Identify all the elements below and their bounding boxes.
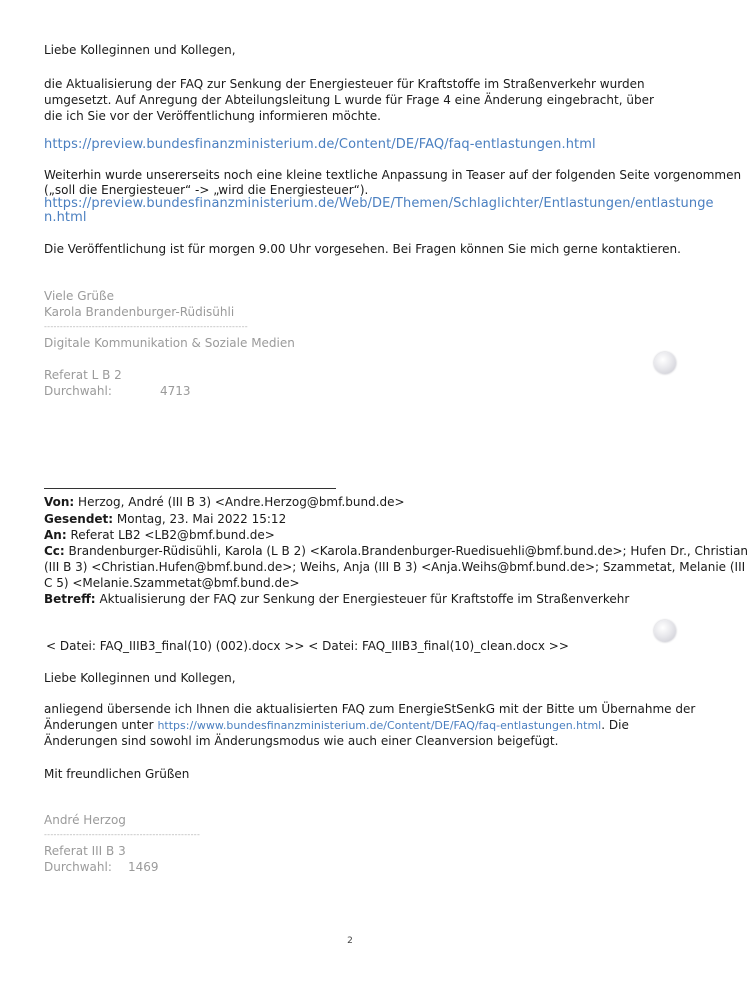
- to-value: Referat LB2 <LB2@bmf.bund.de>: [70, 528, 275, 542]
- cc-value-line-2: (III B 3) <Christian.Hufen@bmf.bund.de>; Weihs, Anja (III B 3) <Anja.Weihs@bmf.bund.de>; Szammetat, Melanie (III: [44, 560, 746, 574]
- intro-paragraph-1: die Aktualisierung der FAQ zur Senkung der Energiesteuer für Kraftstoffe im Straßenverkehr wurden umgesetzt. Auf Anregung der Abteilungsleitung L wurde für Frage 4 eine Änderung eingebracht, über die ich Sie vor der Veröffentlichung informieren möchte.: [44, 77, 654, 123]
- sent-label: Gesendet:: [44, 512, 114, 526]
- signature1-separator: ----------------------------------------------------------------: [44, 322, 248, 331]
- intro-paragraph-2-line-1: Weiterhin wurde unsererseits noch eine kleine textliche Anpassung in Teaser auf der folgenden Seite vorgenommen: [44, 168, 742, 182]
- cc-value-line-1: Brandenburger-Rüdisühli, Karola (L B 2) <Karola.Brandenburger-Ruedisuehli@bmf.bund.de>; Hufen Dr., Christian: [68, 544, 748, 558]
- signature1-department: Digitale Kommunikation & Soziale Medien: [44, 336, 295, 350]
- intro-paragraph-3: Die Veröffentlichung ist für morgen 9.00 Uhr vorgesehen. Bei Fragen können Sie mich gerne kontaktieren.: [44, 242, 681, 256]
- cc-value-line-3: C 5) <Melanie.Szammetat@bmf.bund.de>: [44, 576, 300, 590]
- bmf-faq-link[interactable]: https://www.bundesfinanzministerium.de/Content/DE/FAQ/faq-entlastungen.html: [157, 719, 602, 732]
- signature2-unit: Referat III B 3: [44, 844, 126, 858]
- message2-body-line-2-pre: Änderungen unter: [44, 718, 158, 732]
- signature2-name: André Herzog: [44, 813, 126, 827]
- to-label: An:: [44, 528, 67, 542]
- signature1-name: Karola Brandenburger-Rüdisühli: [44, 305, 235, 319]
- subject-label: Betreff:: [44, 592, 96, 606]
- signature2-separator: -------------------------------------------------: [44, 830, 201, 839]
- from-value: Herzog, André (III B 3) <Andre.Herzog@bmf.bund.de>: [78, 495, 405, 509]
- signature1-closing: Viele Grüße: [44, 289, 114, 303]
- preview-faq-link[interactable]: https://preview.bundesfinanzministerium.de/Content/DE/FAQ/faq-entlastungen.html: [44, 137, 596, 152]
- preview-entlastungen-link-line-2[interactable]: n.html: [44, 210, 87, 225]
- intro-paragraph-2-line-2: („soll die Energiesteuer“ -> „wird die Energiesteuer“).: [44, 183, 369, 197]
- cc-label: Cc:: [44, 544, 65, 558]
- header-subject: [44, 591, 629, 607]
- header-from: [44, 494, 405, 510]
- message2-greeting: Liebe Kolleginnen und Kollegen,: [44, 671, 236, 685]
- preview-entlastungen-link-line-1[interactable]: https://preview.bundesfinanzministerium.de/Web/DE/Themen/Schlaglichter/Entlastungen/entlastunge: [44, 196, 714, 211]
- message2-closing: Mit freundlichen Grüßen: [44, 767, 190, 781]
- signature1-unit: Referat L B 2: [44, 368, 122, 382]
- punch-hole-lower: [654, 620, 676, 642]
- header-sent: [44, 511, 286, 527]
- attachments-line[interactable]: < Datei: FAQ_IIIB3_final(10) (002).docx >> < Datei: FAQ_IIIB3_final(10)_clean.docx >>: [46, 639, 569, 653]
- signature2-phone-label: Durchwahl:: [44, 860, 112, 874]
- subject-value: Aktualisierung der FAQ zur Senkung der Energiesteuer für Kraftstoffe im Straßenverkehr: [99, 592, 630, 606]
- signature1-phone-label: Durchwahl:: [44, 384, 112, 398]
- page-number: 2: [347, 936, 353, 946]
- from-label: Von:: [44, 495, 75, 509]
- signature2-phone-number: 1469: [128, 860, 159, 874]
- message2-body-line-1: anliegend übersende ich Ihnen die aktualisierten FAQ zum EnergieStSenkG mit der Bitte um Übernahme der: [44, 702, 696, 716]
- message2-body-line-2-post: . Die: [601, 718, 629, 732]
- message2-body-line-2: [44, 717, 629, 734]
- intro-greeting: Liebe Kolleginnen und Kollegen,: [44, 43, 236, 57]
- sent-value: Montag, 23. Mai 2022 15:12: [116, 512, 287, 526]
- header-divider: [44, 488, 336, 489]
- header-to: [44, 527, 275, 543]
- message2-body-line-3: Änderungen sind sowohl im Änderungsmodus wie auch einer Cleanversion beigefügt.: [44, 734, 559, 748]
- punch-hole-upper: [654, 352, 676, 374]
- signature1-phone-number: 4713: [160, 384, 191, 398]
- header-cc-line-1: [44, 543, 748, 559]
